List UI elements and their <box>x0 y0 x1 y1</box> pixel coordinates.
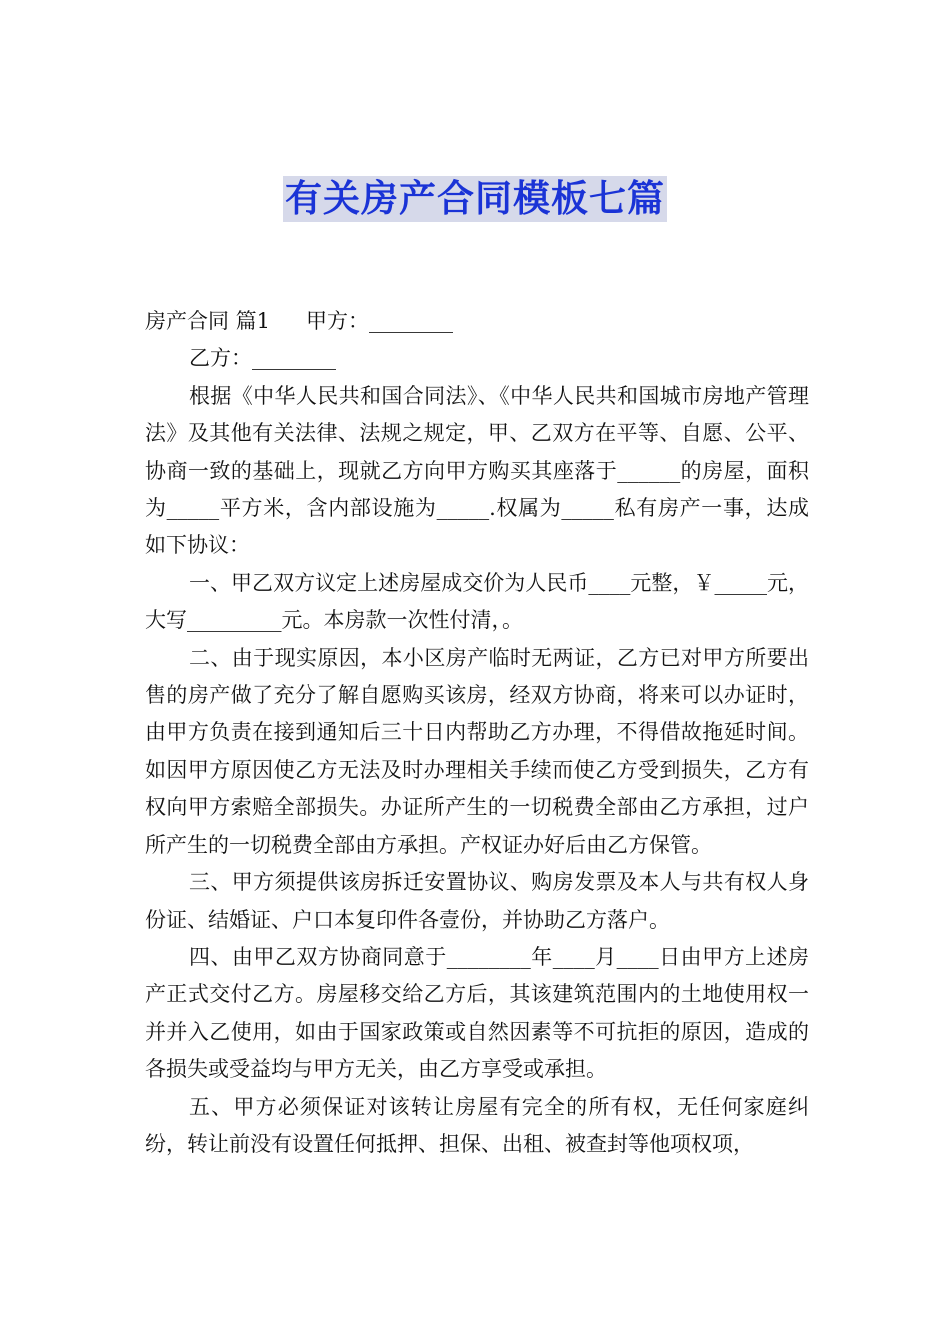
paragraph-clause-2: 二、由于现实原因，本小区房产临时无两证，乙方已对甲方所要出售的房产做了充分了解自愿购买该房，经双方协商，将来可以办证时，由甲方负责在接到通知后三十日内帮助乙方办理，不得借故拖延时间。如因甲方原因使乙方无法及时办理相关手续而使乙方受到损失，乙方有权向甲方索赔全部损失。办证所产生的一切税费全部由乙方承担，过户所产生的一切税费全部由方承担。产权证办好后由乙方保管。 <box>145 645 809 857</box>
document-body <box>145 303 809 1163</box>
paragraph-clause-5: 五、甲方必须保证对该转让房屋有完全的所有权，无任何家庭纠纷，转让前没有设置任何抵押、担保、出租、被查封等他项权项， <box>145 1094 809 1156</box>
section-heading: 房产合同 篇1 <box>145 309 271 333</box>
paragraph-clause-4: 四、由甲乙双方协商同意于________年____月____日由甲方上述房产正式交付乙方。房屋移交给乙方后，其该建筑范围内的土地使用权一并并入乙使用，如由于国家政策或自然因素等不可抗拒的原因，造成的各损失或受益均与甲方无关，由乙方享受或承担。 <box>145 944 809 1082</box>
heading-line <box>145 303 809 340</box>
paragraph-clause-1: 一、甲乙双方议定上述房屋成交价为人民币____元整，￥_____元，大写_________元。本房款一次性付清，。 <box>145 570 809 633</box>
party-a-line: 甲方：________ <box>306 309 454 333</box>
title-container <box>0 176 950 222</box>
party-b-line: 乙方：________ <box>189 346 336 371</box>
paragraph-preamble: 根据《中华人民共和国合同法》、《中华人民共和国城市房地产管理法》及其他有关法律、法规之规定，甲、乙双方在平等、自愿、公平、协商一致的基础上，现就乙方向甲方购买其座落于______的房屋，面积为_____平方米，含内部设施为_____.权属为_____私有房产一事，达成如下协议： <box>145 383 809 558</box>
document-title: 有关房产合同模板七篇 <box>285 177 665 220</box>
paragraph-clause-3: 三、甲方须提供该房拆迁安置协议、购房发票及本人与共有权人身份证、结婚证、户口本复印件各壹份，并协助乙方落户。 <box>145 870 809 932</box>
